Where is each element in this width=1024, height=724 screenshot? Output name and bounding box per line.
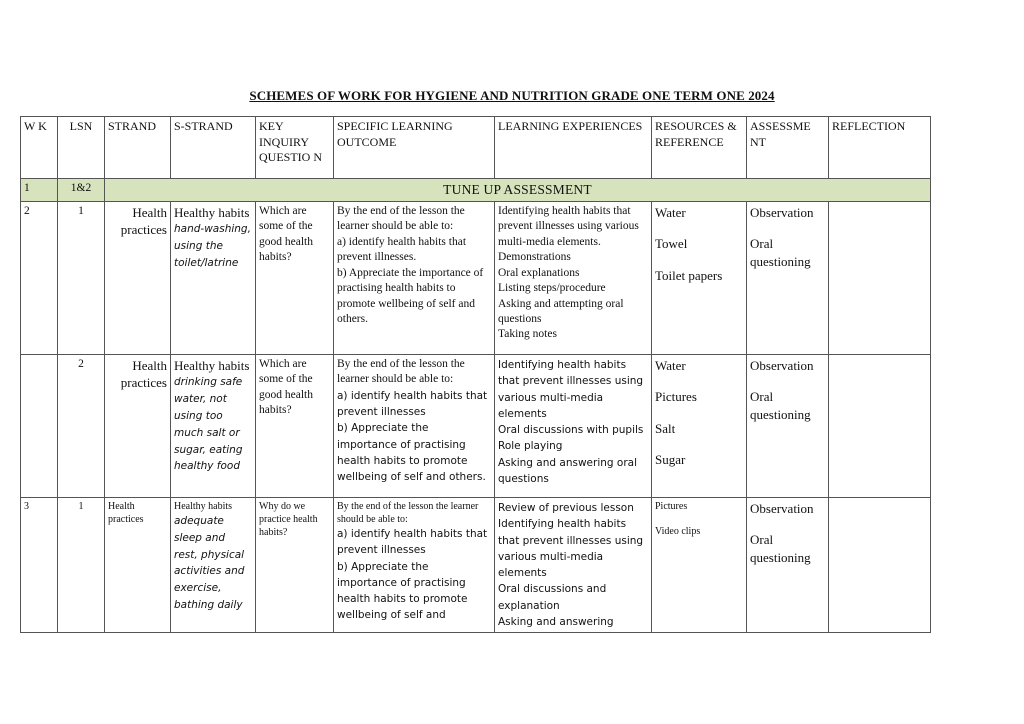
assessment-item: Oral questioning [750, 389, 811, 422]
header-sstrand: S-STRAND [171, 117, 256, 179]
assessment-item: Oral questioning [750, 236, 811, 269]
row-resources [652, 202, 747, 355]
assessment-item: Oral questioning [750, 532, 811, 565]
table-row [21, 355, 931, 498]
row-key-inquiry: Which are some of the good health habits? [256, 355, 334, 498]
resource-item: Pictures [655, 501, 688, 513]
assessment-item: Observation [750, 358, 814, 374]
row-strand: Health practices [105, 202, 171, 355]
row-key-inquiry: Why do we practice health habits? [256, 498, 334, 633]
le-line: Asking and attempting oral questions [498, 297, 624, 325]
row-strand: Health practices [105, 355, 171, 498]
row-assessment [747, 498, 829, 633]
le-line: Listing steps/procedure [498, 282, 606, 295]
le-line: Oral discussions and explanation [498, 583, 607, 612]
resource-item: Water [655, 205, 686, 221]
row-reflection [829, 355, 931, 498]
header-learning-experiences: LEARNING EXPERIENCES [495, 117, 652, 179]
slo-line: a) identify health habits that prevent illnesses [337, 389, 488, 419]
row-learning-experiences [495, 202, 652, 355]
band-wk: 1 [21, 179, 58, 202]
header-learning-outcome: SPECIFIC LEARNING OUTCOME [334, 117, 495, 179]
row-lsn: 2 [58, 355, 105, 498]
sstrand-detail: hand-washing, using the toilet/latrine [174, 223, 251, 270]
le-line: Role playing [498, 440, 563, 453]
row-assessment [747, 355, 829, 498]
slo-line: b) Appreciate the importance of practising health habits to promote wellbeing of self and others. [337, 422, 486, 484]
le-line: Oral discussions with pupils [498, 424, 644, 437]
le-line: Taking notes [498, 328, 557, 341]
header-assessment: ASSESSME NT [747, 117, 829, 179]
resource-item: Pictures [655, 389, 697, 405]
row-lsn: 1 [58, 498, 105, 633]
row-sstrand [171, 355, 256, 498]
row-learning-outcome [334, 355, 495, 498]
assessment-item: Observation [750, 205, 814, 221]
header-key-inquiry: KEY INQUIRY QUESTIO N [256, 117, 334, 179]
resource-item: Towel [655, 236, 688, 252]
slo-line: By the end of the lesson the learner should be able to: [337, 358, 465, 386]
resource-item: Sugar [655, 452, 686, 468]
resource-item: Toilet papers [655, 267, 723, 283]
row-assessment [747, 202, 829, 355]
le-line: Asking and answering [498, 615, 614, 628]
le-line: Demonstrations [498, 251, 571, 264]
slo-line: b) Appreciate the importance of practising health habits to promote wellbeing of self and [337, 560, 468, 622]
row-strand: Health practices [105, 498, 171, 633]
sstrand-head: Healthy habits [174, 205, 250, 221]
row-reflection [829, 202, 931, 355]
row-learning-experiences [495, 355, 652, 498]
band-text: TUNE UP ASSESSMENT [105, 179, 931, 202]
row-wk: 3 [21, 498, 58, 633]
row-wk [21, 355, 58, 498]
le-line: Review of previous lesson [498, 502, 634, 515]
tune-up-row [21, 179, 931, 202]
resource-item: Video clips [655, 526, 701, 538]
le-line: Asking and answering oral questions [498, 456, 637, 485]
row-sstrand [171, 202, 256, 355]
row-resources [652, 498, 747, 633]
header-strand: STRAND [105, 117, 171, 179]
table-row [21, 498, 931, 633]
header-lsn: LSN [58, 117, 105, 179]
assessment-item: Observation [750, 501, 814, 517]
sstrand-head: Healthy habits [174, 358, 250, 374]
scheme-table [20, 116, 931, 633]
row-key-inquiry: Which are some of the good health habits? [256, 202, 334, 355]
le-line: Identifying health habits that prevent illnesses using various multi-media elements. [498, 205, 639, 248]
le-line: Identifying health habits that prevent illnesses using various multi-media elements [498, 359, 644, 420]
slo-line: By the end of the lesson the learner should be able to: [337, 205, 465, 233]
row-reflection [829, 498, 931, 633]
row-learning-outcome [334, 202, 495, 355]
sstrand-detail: adequate sleep and rest, physical activities and exercise, bathing daily [174, 515, 245, 612]
slo-line: a) identify health habits that prevent illnesses. [337, 235, 467, 264]
resource-item: Water [655, 358, 686, 374]
sstrand-detail: drinking safe water, not using too much salt or sugar, eating healthy food [174, 376, 243, 473]
row-wk: 2 [21, 202, 58, 355]
sstrand-head: Healthy habits [174, 501, 233, 513]
document-title: SCHEMES OF WORK FOR HYGIENE AND NUTRITION GRADE ONE TERM ONE 2024 [249, 88, 775, 103]
row-learning-experiences [495, 498, 652, 633]
le-line: Identifying health habits that prevent illnesses using various multi-media elements [498, 518, 644, 580]
header-reflection: REFLECTION [829, 117, 931, 179]
row-lsn: 1 [58, 202, 105, 355]
row-sstrand [171, 498, 256, 633]
header-row [21, 117, 931, 179]
slo-line: a) identify health habits that prevent illnesses [337, 528, 488, 557]
band-lsn: 1&2 [58, 179, 105, 202]
slo-line: b) Appreciate the importance of practising health habits to promote wellbeing of self and others. [337, 266, 484, 325]
resource-item: Salt [655, 420, 676, 436]
slo-line: By the end of the lesson the learner should be able to: [337, 501, 479, 526]
header-wk: W K [21, 117, 58, 179]
row-resources [652, 355, 747, 498]
header-resources: RESOURCES & REFERENCE [652, 117, 747, 179]
table-row [21, 202, 931, 355]
le-line: Oral explanations [498, 266, 580, 279]
row-learning-outcome [334, 498, 495, 633]
